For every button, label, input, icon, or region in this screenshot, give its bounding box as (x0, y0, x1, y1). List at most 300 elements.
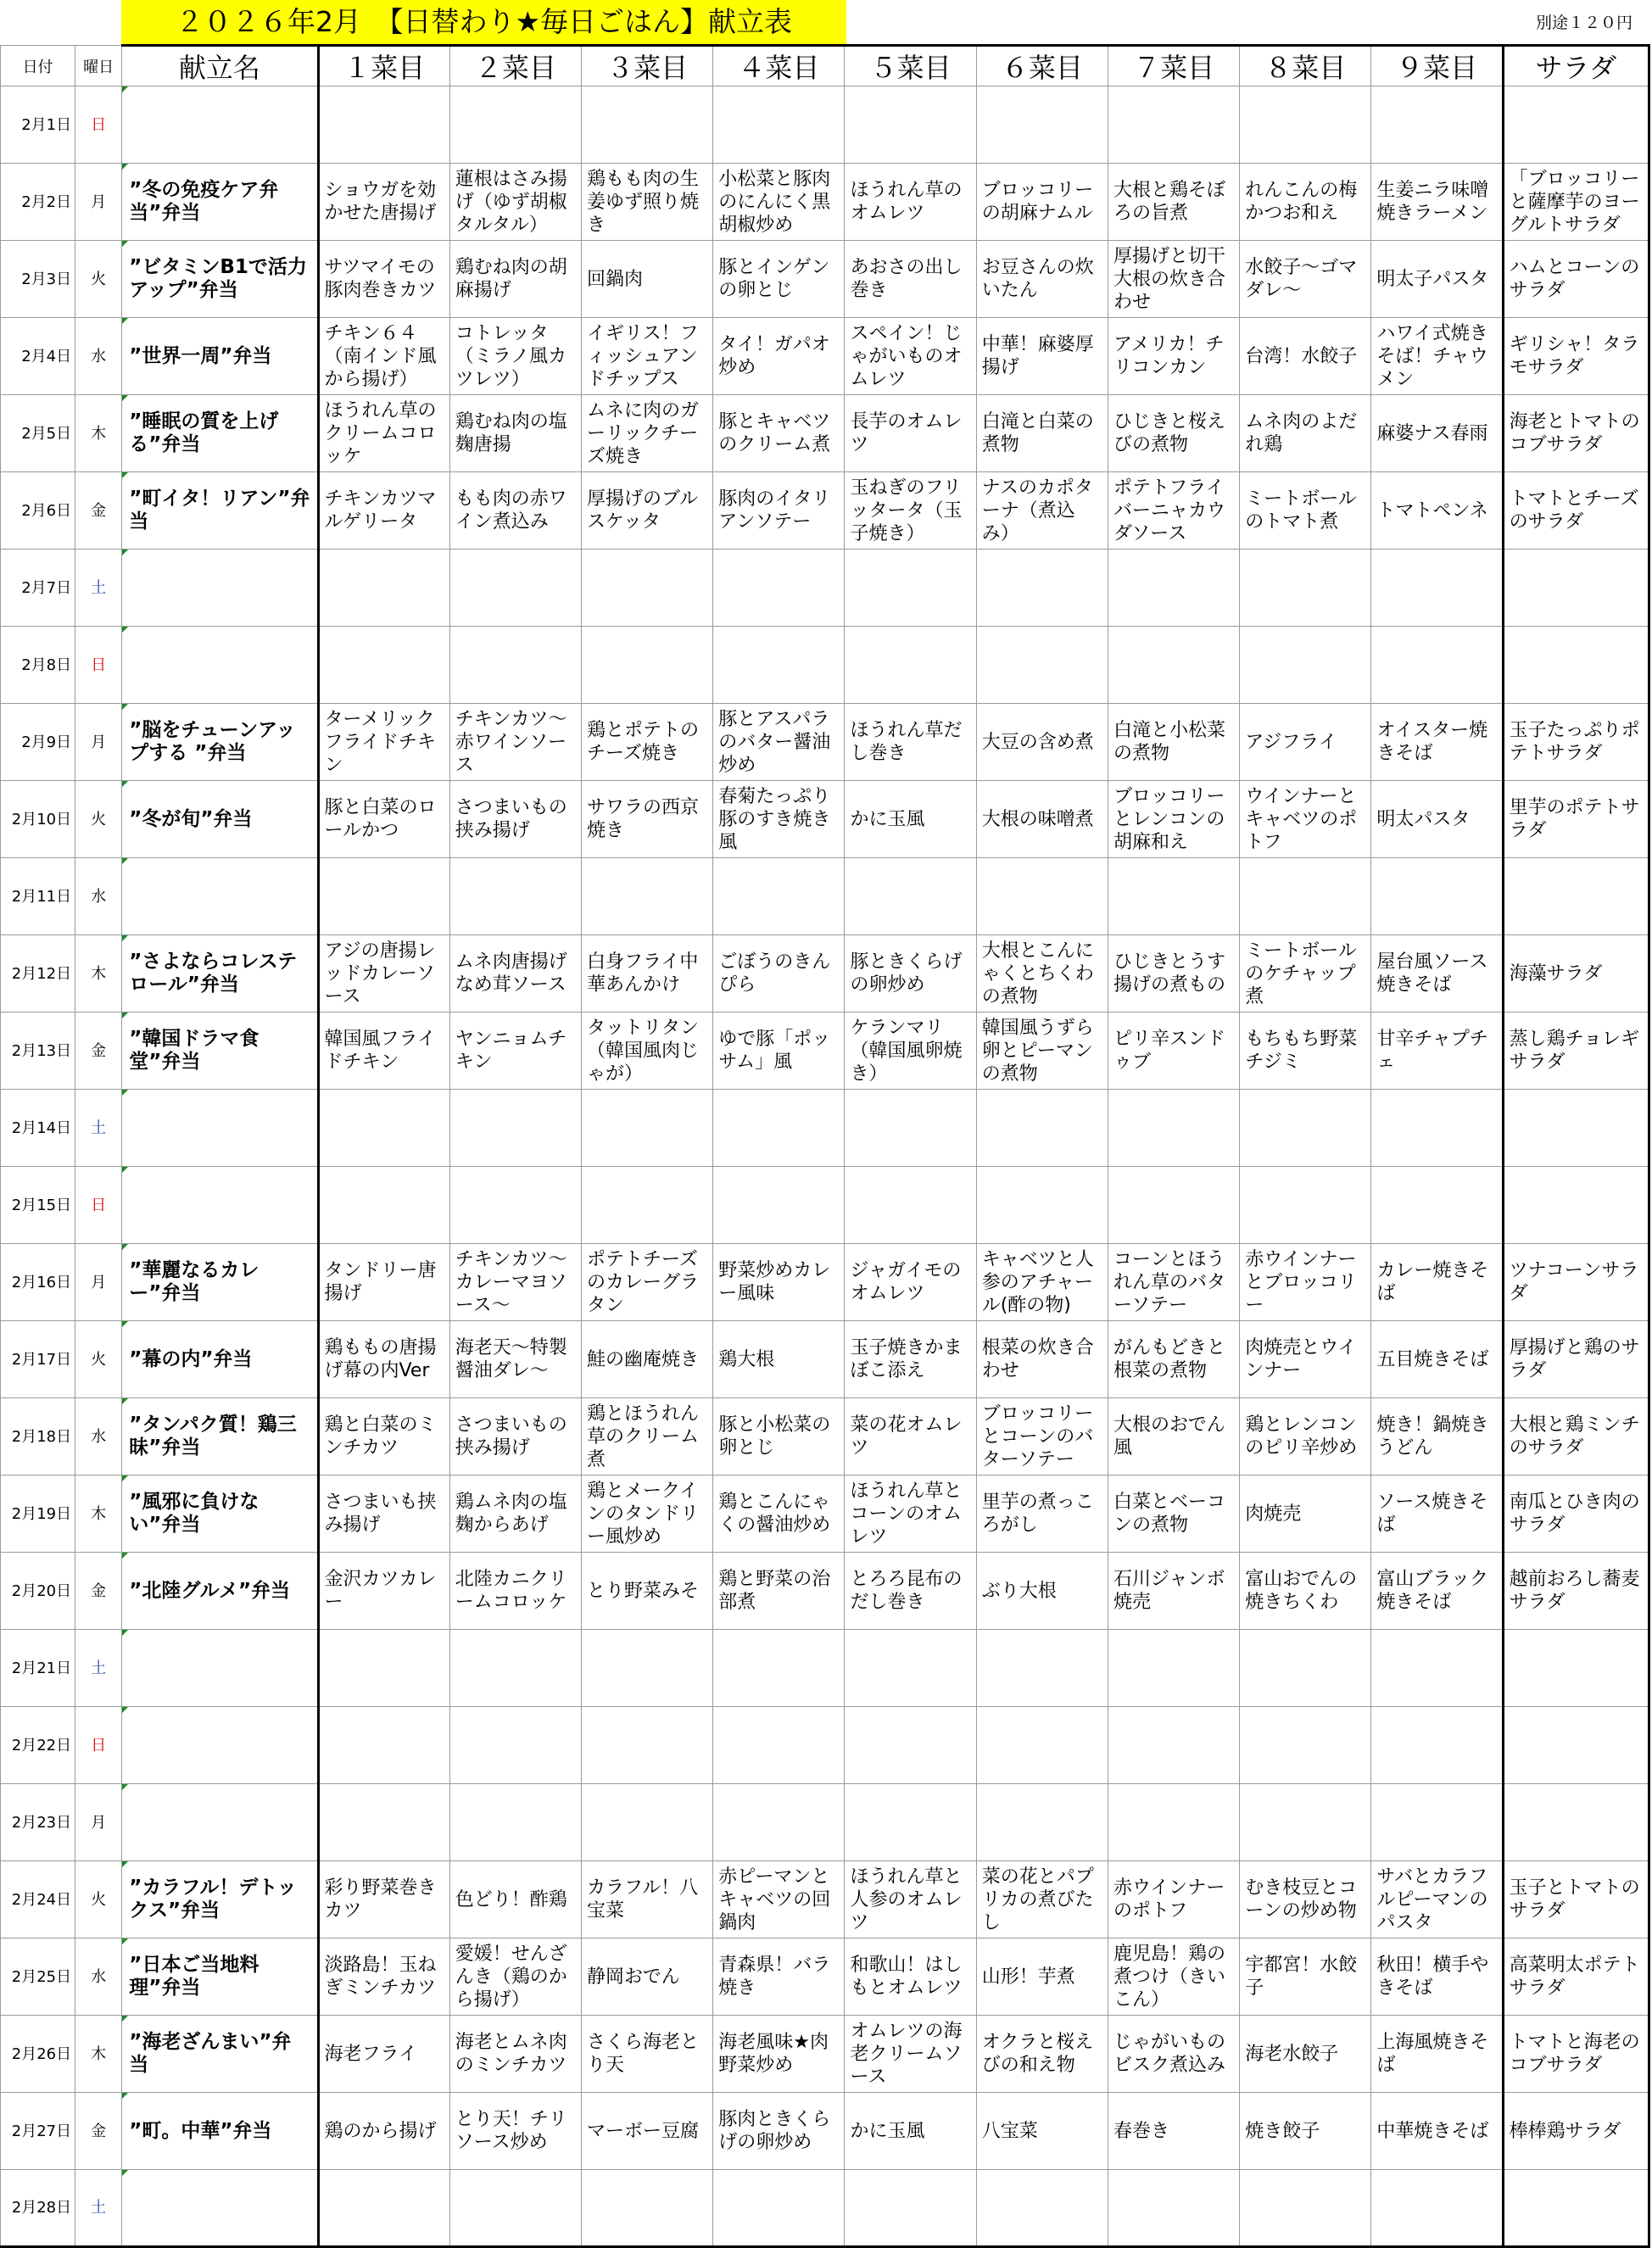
dish-7-cell: 春巻き (1108, 2093, 1239, 2170)
dish-5-cell (845, 86, 976, 164)
dish-9-cell: 上海風焼きそば (1371, 2016, 1503, 2093)
dish-1-cell: 鶏と白菜のミンチカツ (318, 1398, 449, 1475)
dish-8-cell: もちもち野菜チジミ (1240, 1012, 1371, 1090)
header-row (1, 46, 1649, 86)
dish-1-cell: ショウガを効かせた唐揚げ (318, 164, 449, 241)
salad-cell: ギリシャ！タラモサラダ (1503, 318, 1649, 395)
dish-9-cell (1371, 86, 1503, 164)
menu-title-cell: ”冬が旬”弁当 (122, 781, 318, 858)
date-cell: 2月5日 (1, 395, 75, 472)
dish-1-cell (318, 858, 449, 935)
dish-9-cell: 麻婆ナス春雨 (1371, 395, 1503, 472)
dish-8-cell: 海老水餃子 (1240, 2016, 1371, 2093)
table-row (1, 1861, 1649, 1938)
dish-4-cell: ゆで豚「ポッサム」風 (713, 1012, 845, 1090)
salad-cell: トマトと海老のコブサラダ (1503, 2016, 1649, 2093)
salad-cell (1503, 1167, 1649, 1244)
dish-8-cell: 宇都宮！水餃子 (1240, 1938, 1371, 2016)
price-note: 別途１２０円 (1535, 14, 1632, 32)
table-row (1, 1630, 1649, 1707)
dish-7-cell: がんもどきと根菜の煮物 (1108, 1321, 1239, 1398)
dish-8-cell (1240, 1707, 1371, 1784)
date-cell: 2月19日 (1, 1475, 75, 1553)
dish-7-cell (1108, 1090, 1239, 1167)
weekday-cell: 日 (75, 627, 122, 704)
dish-6-cell: 大豆の含め煮 (976, 704, 1108, 781)
date-cell: 2月12日 (1, 935, 75, 1012)
dish-6-cell: 八宝菜 (976, 2093, 1108, 2170)
menu-title-cell (122, 1707, 318, 1784)
table-row (1, 1398, 1649, 1475)
dish-6-cell (976, 1090, 1108, 1167)
date-cell: 2月23日 (1, 1784, 75, 1861)
dish-7-cell: 厚揚げと切干大根の炊き合わせ (1108, 241, 1239, 318)
dish-2-cell: 海老とムネ肉のミンチカツ (449, 2016, 581, 2093)
dish-9-cell: 焼き！鍋焼きうどん (1371, 1398, 1503, 1475)
dish-8-cell (1240, 1784, 1371, 1861)
dish-1-cell (318, 1167, 449, 1244)
dish-7-cell (1108, 549, 1239, 627)
dish-2-cell (449, 1090, 581, 1167)
dish-9-cell: 五目焼きそば (1371, 1321, 1503, 1398)
dish-9-cell: 富山ブラック焼きそば (1371, 1553, 1503, 1630)
menu-title-cell: ”韓国ドラマ食堂”弁当 (122, 1012, 318, 1090)
dish-3-cell (582, 1090, 713, 1167)
dish-7-cell (1108, 1784, 1239, 1861)
dish-3-cell: ムネに肉のガーリックチーズ焼き (582, 395, 713, 472)
dish-7-cell: ひじきとうす揚げの煮もの (1108, 935, 1239, 1012)
weekday-cell: 日 (75, 86, 122, 164)
header-dish-5: ５菜目 (845, 46, 976, 86)
dish-7-cell (1108, 858, 1239, 935)
dish-2-cell: さつまいもの挟み揚げ (449, 1398, 581, 1475)
dish-4-cell: 赤ピーマンとキャベツの回鍋肉 (713, 1861, 845, 1938)
dish-4-cell (713, 1167, 845, 1244)
dish-7-cell: コーンとほうれん草のバターソテー (1108, 1244, 1239, 1321)
weekday-cell: 火 (75, 1321, 122, 1398)
salad-cell: 海藻サラダ (1503, 935, 1649, 1012)
dish-4-cell: 野菜炒めカレー風味 (713, 1244, 845, 1321)
dish-6-cell (976, 858, 1108, 935)
dish-9-cell (1371, 858, 1503, 935)
dish-1-cell: さつまいも挟み揚げ (318, 1475, 449, 1553)
dish-5-cell: 玉ねぎのフリッタータ（玉子焼き） (845, 472, 976, 549)
date-cell: 2月7日 (1, 549, 75, 627)
weekday-cell: 水 (75, 1938, 122, 2016)
dish-5-cell: かに玉風 (845, 781, 976, 858)
menu-table (0, 44, 1650, 2248)
dish-1-cell: チキン６４（南インド風から揚げ） (318, 318, 449, 395)
dish-1-cell: 淡路島！玉ねぎミンチカツ (318, 1938, 449, 2016)
dish-6-cell (976, 549, 1108, 627)
date-cell: 2月4日 (1, 318, 75, 395)
menu-title-cell (122, 1090, 318, 1167)
dish-4-cell (713, 1784, 845, 1861)
dish-1-cell: 海老フライ (318, 2016, 449, 2093)
menu-title-cell: ”幕の内”弁当 (122, 1321, 318, 1398)
dish-5-cell (845, 1630, 976, 1707)
dish-6-cell (976, 1784, 1108, 1861)
dish-6-cell: キャベツと人参のアチャール(酢の物) (976, 1244, 1108, 1321)
header-dish-2: ２菜目 (449, 46, 581, 86)
table-row (1, 1012, 1649, 1090)
table-row (1, 781, 1649, 858)
dish-2-cell: とり天！チリソース炒め (449, 2093, 581, 2170)
date-cell: 2月15日 (1, 1167, 75, 1244)
table-row (1, 1475, 1649, 1553)
dish-4-cell (713, 627, 845, 704)
dish-3-cell: 回鍋肉 (582, 241, 713, 318)
dish-2-cell (449, 1707, 581, 1784)
dish-6-cell: 大根の味噌煮 (976, 781, 1108, 858)
dish-4-cell (713, 1707, 845, 1784)
dish-5-cell: スペイン！じゃがいものオムレツ (845, 318, 976, 395)
table-row (1, 241, 1649, 318)
dish-6-cell: 根菜の炊き合わせ (976, 1321, 1108, 1398)
dish-6-cell (976, 2170, 1108, 2247)
salad-cell (1503, 1630, 1649, 1707)
menu-title-cell: ”海老ざんまい”弁当 (122, 2016, 318, 2093)
dish-9-cell: 甘辛チャプチェ (1371, 1012, 1503, 1090)
dish-9-cell: 明太パスタ (1371, 781, 1503, 858)
dish-5-cell: あおさの出し巻き (845, 241, 976, 318)
dish-1-cell (318, 1090, 449, 1167)
dish-8-cell (1240, 1167, 1371, 1244)
table-row (1, 935, 1649, 1012)
dish-5-cell (845, 1784, 976, 1861)
dish-6-cell: ブロッコリーの胡麻ナムル (976, 164, 1108, 241)
weekday-cell: 水 (75, 318, 122, 395)
dish-5-cell (845, 1090, 976, 1167)
dish-5-cell: ほうれん草だし巻き (845, 704, 976, 781)
table-row (1, 2170, 1649, 2247)
dish-1-cell: サツマイモの豚肉巻きカツ (318, 241, 449, 318)
dish-2-cell: ムネ肉唐揚げなめ茸ソース (449, 935, 581, 1012)
dish-8-cell: ウインナーとキャベツのポトフ (1240, 781, 1371, 858)
menu-title-cell: ”町イタ！リアン”弁当 (122, 472, 318, 549)
dish-9-cell: ハワイ式焼きそば！チャウメン (1371, 318, 1503, 395)
header-dow: 曜日 (75, 46, 122, 86)
dish-4-cell: 鶏と野菜の治部煮 (713, 1553, 845, 1630)
weekday-cell: 水 (75, 1398, 122, 1475)
dish-8-cell: むき枝豆とコーンの炒め物 (1240, 1861, 1371, 1938)
table-row (1, 1244, 1649, 1321)
dish-4-cell: 鶏とこんにゃくの醤油炒め (713, 1475, 845, 1553)
dish-4-cell: 豚とインゲンの卵とじ (713, 241, 845, 318)
salad-cell: ハムとコーンのサラダ (1503, 241, 1649, 318)
salad-cell (1503, 2170, 1649, 2247)
dish-5-cell: 和歌山！はしもとオムレツ (845, 1938, 976, 2016)
dish-4-cell: 鶏大根 (713, 1321, 845, 1398)
dish-9-cell: カレー焼きそば (1371, 1244, 1503, 1321)
dish-7-cell: ピリ辛スンドゥブ (1108, 1012, 1239, 1090)
menu-title-cell (122, 86, 318, 164)
dish-5-cell: ほうれん草のオムレツ (845, 164, 976, 241)
dish-4-cell: 豚とアスパラのバター醤油炒め (713, 704, 845, 781)
dish-8-cell: ミートボールのケチャップ煮 (1240, 935, 1371, 1012)
dish-4-cell: 海老風味★肉野菜炒め (713, 2016, 845, 2093)
dish-7-cell: 大根のおでん風 (1108, 1398, 1239, 1475)
salad-cell: ツナコーンサラダ (1503, 1244, 1649, 1321)
dish-9-cell (1371, 1090, 1503, 1167)
weekday-cell: 金 (75, 1012, 122, 1090)
dish-4-cell (713, 86, 845, 164)
dish-3-cell (582, 1630, 713, 1707)
dish-2-cell: もも肉の赤ワイン煮込み (449, 472, 581, 549)
dish-4-cell: 豚肉ときくらげの卵炒め (713, 2093, 845, 2170)
header-dish-1: １菜目 (318, 46, 449, 86)
salad-cell: 棒棒鶏サラダ (1503, 2093, 1649, 2170)
dish-7-cell: 白滝と小松菜の煮物 (1108, 704, 1239, 781)
dish-2-cell: 色どり！酢鶏 (449, 1861, 581, 1938)
dish-8-cell: 赤ウインナーとブロッコリー (1240, 1244, 1371, 1321)
dish-1-cell: チキンカツマルゲリータ (318, 472, 449, 549)
weekday-cell: 木 (75, 935, 122, 1012)
dish-1-cell: 豚と白菜のロールかつ (318, 781, 449, 858)
menu-title-cell: ”世界一周”弁当 (122, 318, 318, 395)
dish-3-cell (582, 2170, 713, 2247)
dish-8-cell: れんこんの梅かつお和え (1240, 164, 1371, 241)
dish-8-cell: アジフライ (1240, 704, 1371, 781)
dish-1-cell: ターメリックフライドチキン (318, 704, 449, 781)
table-row (1, 472, 1649, 549)
dish-5-cell: 豚ときくらげの卵炒め (845, 935, 976, 1012)
dish-4-cell: ごぼうのきんぴら (713, 935, 845, 1012)
dish-1-cell: ほうれん草のクリームコロッケ (318, 395, 449, 472)
weekday-cell: 火 (75, 241, 122, 318)
dish-2-cell: 海老天～特製醤油ダレ～ (449, 1321, 581, 1398)
menu-title-cell (122, 549, 318, 627)
header-dish-8: ８菜目 (1240, 46, 1371, 86)
salad-cell: 越前おろし蕎麦サラダ (1503, 1553, 1649, 1630)
menu-title-cell: ”ビタミンB1で活力アップ”弁当 (122, 241, 318, 318)
dish-9-cell (1371, 1784, 1503, 1861)
dish-2-cell (449, 2170, 581, 2247)
weekday-cell: 土 (75, 2170, 122, 2247)
dish-3-cell (582, 549, 713, 627)
dish-5-cell (845, 858, 976, 935)
dish-9-cell (1371, 627, 1503, 704)
table-row (1, 2093, 1649, 2170)
menu-title-cell (122, 858, 318, 935)
header-salad: サラダ (1503, 46, 1649, 86)
table-row (1, 1167, 1649, 1244)
dish-7-cell (1108, 86, 1239, 164)
dish-7-cell: ブロッコリーとレンコンの胡麻和え (1108, 781, 1239, 858)
dish-9-cell (1371, 1167, 1503, 1244)
dish-1-cell: タンドリー唐揚げ (318, 1244, 449, 1321)
dish-2-cell: 鶏むね肉の胡麻揚げ (449, 241, 581, 318)
weekday-cell: 金 (75, 2093, 122, 2170)
menu-title-cell: ”脳をチューンアップする ”弁当 (122, 704, 318, 781)
menu-title-cell (122, 627, 318, 704)
dish-9-cell (1371, 549, 1503, 627)
table-row (1, 318, 1649, 395)
salad-cell (1503, 627, 1649, 704)
dish-6-cell: 山形！芋煮 (976, 1938, 1108, 2016)
dish-6-cell: 中華！麻婆厚揚げ (976, 318, 1108, 395)
dish-1-cell: 韓国風フライドチキン (318, 1012, 449, 1090)
dish-1-cell (318, 1630, 449, 1707)
dish-8-cell (1240, 858, 1371, 935)
dish-5-cell: かに玉風 (845, 2093, 976, 2170)
weekday-cell: 月 (75, 1784, 122, 1861)
date-cell: 2月2日 (1, 164, 75, 241)
salad-cell: 里芋のポテトサラダ (1503, 781, 1649, 858)
weekday-cell: 木 (75, 1475, 122, 1553)
dish-6-cell (976, 627, 1108, 704)
weekday-cell: 土 (75, 1090, 122, 1167)
salad-cell: トマトとチーズのサラダ (1503, 472, 1649, 549)
menu-title-cell: ”日本ご当地料理”弁当 (122, 1938, 318, 2016)
menu-body (1, 86, 1649, 2247)
dish-4-cell: 小松菜と豚肉のにんにく黒胡椒炒め (713, 164, 845, 241)
dish-2-cell (449, 627, 581, 704)
dish-3-cell: さくら海老とり天 (582, 2016, 713, 2093)
dish-2-cell: チキンカツ～カレーマヨソース～ (449, 1244, 581, 1321)
dish-2-cell: さつまいもの挟み揚げ (449, 781, 581, 858)
dish-4-cell: 豚と小松菜の卵とじ (713, 1398, 845, 1475)
dish-2-cell: ヤンニョムチキン (449, 1012, 581, 1090)
dish-3-cell: カラフル！八宝菜 (582, 1861, 713, 1938)
date-cell: 2月25日 (1, 1938, 75, 2016)
dish-3-cell: 鶏とほうれん草のクリーム煮 (582, 1398, 713, 1475)
dish-4-cell (713, 549, 845, 627)
dish-3-cell: 鶏とメークインのタンドリー風炒め (582, 1475, 713, 1553)
salad-cell: 蒸し鶏チョレギサラダ (1503, 1012, 1649, 1090)
dish-5-cell: ジャガイモのオムレツ (845, 1244, 976, 1321)
dish-6-cell: 白滝と白菜の煮物 (976, 395, 1108, 472)
menu-title-cell: ”町。中華”弁当 (122, 2093, 318, 2170)
dish-4-cell (713, 2170, 845, 2247)
menu-title-cell: ”冬の免疫ケア弁当”弁当 (122, 164, 318, 241)
dish-8-cell: 水餃子～ゴマダレ～ (1240, 241, 1371, 318)
salad-cell: 大根と鶏ミンチのサラダ (1503, 1398, 1649, 1475)
dish-4-cell: 豚とキャベツのクリーム煮 (713, 395, 845, 472)
dish-3-cell (582, 86, 713, 164)
date-cell: 2月28日 (1, 2170, 75, 2247)
dish-5-cell: とろろ昆布のだし巻き (845, 1553, 976, 1630)
dish-8-cell: 肉焼売 (1240, 1475, 1371, 1553)
page-title: ２０２６年2月 【日替わり★毎日ごはん】献立表 (121, 0, 846, 44)
dish-3-cell: サワラの西京焼き (582, 781, 713, 858)
dish-1-cell (318, 627, 449, 704)
dish-3-cell (582, 1707, 713, 1784)
dish-2-cell: コトレッタ（ミラノ風カツレツ） (449, 318, 581, 395)
header-dish-9: ９菜目 (1371, 46, 1503, 86)
dish-8-cell: 肉焼売とウインナー (1240, 1321, 1371, 1398)
dish-2-cell: 愛媛！せんざんき（鶏のから揚げ） (449, 1938, 581, 2016)
dish-3-cell: 静岡おでん (582, 1938, 713, 2016)
header-dish-6: ６菜目 (976, 46, 1108, 86)
salad-cell (1503, 86, 1649, 164)
dish-9-cell (1371, 1707, 1503, 1784)
dish-1-cell: 鶏のから揚げ (318, 2093, 449, 2170)
table-row (1, 2016, 1649, 2093)
dish-9-cell: トマトペンネ (1371, 472, 1503, 549)
table-row (1, 627, 1649, 704)
weekday-cell: 日 (75, 1707, 122, 1784)
dish-3-cell (582, 1784, 713, 1861)
dish-4-cell (713, 1630, 845, 1707)
dish-6-cell: ぶり大根 (976, 1553, 1108, 1630)
dish-7-cell: アメリカ！チリコンカン (1108, 318, 1239, 395)
dish-6-cell: 大根とこんにゃくとちくわの煮物 (976, 935, 1108, 1012)
dish-3-cell: 白身フライ中華あんかけ (582, 935, 713, 1012)
dish-1-cell (318, 1707, 449, 1784)
dish-4-cell: タイ！ガパオ炒め (713, 318, 845, 395)
dish-9-cell: 生姜ニラ味噌焼きラーメン (1371, 164, 1503, 241)
dish-1-cell (318, 1784, 449, 1861)
dish-9-cell (1371, 1630, 1503, 1707)
header-dish-3: ３菜目 (582, 46, 713, 86)
dish-6-cell: ナスのカポターナ（煮込み） (976, 472, 1108, 549)
weekday-cell: 木 (75, 395, 122, 472)
salad-cell (1503, 858, 1649, 935)
salad-cell: 南瓜とひき肉のサラダ (1503, 1475, 1649, 1553)
dish-3-cell: 鶏とポテトのチーズ焼き (582, 704, 713, 781)
dish-6-cell: 菜の花とパプリカの煮びたし (976, 1861, 1108, 1938)
table-row (1, 1090, 1649, 1167)
dish-5-cell (845, 1167, 976, 1244)
dish-8-cell (1240, 1090, 1371, 1167)
date-cell: 2月9日 (1, 704, 75, 781)
dish-2-cell (449, 86, 581, 164)
salad-cell (1503, 549, 1649, 627)
dish-7-cell: ポテトフライバーニャカウダソース (1108, 472, 1239, 549)
dish-2-cell (449, 1630, 581, 1707)
dish-3-cell: 厚揚げのブルスケッタ (582, 472, 713, 549)
menu-title-cell (122, 1784, 318, 1861)
dish-9-cell: サバとカラフルピーマンのパスタ (1371, 1861, 1503, 1938)
dish-1-cell: アジの唐揚レッドカレーソース (318, 935, 449, 1012)
header-menu: 献立名 (122, 46, 318, 86)
dish-6-cell (976, 1167, 1108, 1244)
dish-3-cell: タットリタン（韓国風肉じゃが） (582, 1012, 713, 1090)
date-cell: 2月3日 (1, 241, 75, 318)
menu-title-cell (122, 1167, 318, 1244)
weekday-cell: 土 (75, 549, 122, 627)
dish-3-cell: ポテトチーズのカレーグラタン (582, 1244, 713, 1321)
dish-5-cell: ほうれん草とコーンのオムレツ (845, 1475, 976, 1553)
date-cell: 2月8日 (1, 627, 75, 704)
table-row (1, 858, 1649, 935)
date-cell: 2月24日 (1, 1861, 75, 1938)
menu-title-cell: ”カラフル！デトックス”弁当 (122, 1861, 318, 1938)
dish-2-cell (449, 858, 581, 935)
dish-4-cell: 春菊たっぷり豚のすき焼き風 (713, 781, 845, 858)
header-dish-7: ７菜目 (1108, 46, 1239, 86)
dish-6-cell (976, 1630, 1108, 1707)
weekday-cell: 月 (75, 704, 122, 781)
dish-3-cell: 鶏もも肉の生姜ゆず照り焼き (582, 164, 713, 241)
table-row (1, 86, 1649, 164)
dish-2-cell: 蓮根はさみ揚げ（ゆず胡椒タルタル） (449, 164, 581, 241)
date-cell: 2月18日 (1, 1398, 75, 1475)
table-row (1, 1707, 1649, 1784)
table-row (1, 1784, 1649, 1861)
salad-cell (1503, 1707, 1649, 1784)
dish-6-cell (976, 1707, 1108, 1784)
dish-3-cell: とり野菜みそ (582, 1553, 713, 1630)
dish-8-cell (1240, 1630, 1371, 1707)
weekday-cell: 火 (75, 1861, 122, 1938)
dish-2-cell: チキンカツ～赤ワインソース (449, 704, 581, 781)
dish-3-cell (582, 858, 713, 935)
menu-title-cell: ”華麗なるカレー”弁当 (122, 1244, 318, 1321)
menu-title-cell: ”風邪に負けない”弁当 (122, 1475, 318, 1553)
salad-cell: 高菜明太ポテトサラダ (1503, 1938, 1649, 2016)
